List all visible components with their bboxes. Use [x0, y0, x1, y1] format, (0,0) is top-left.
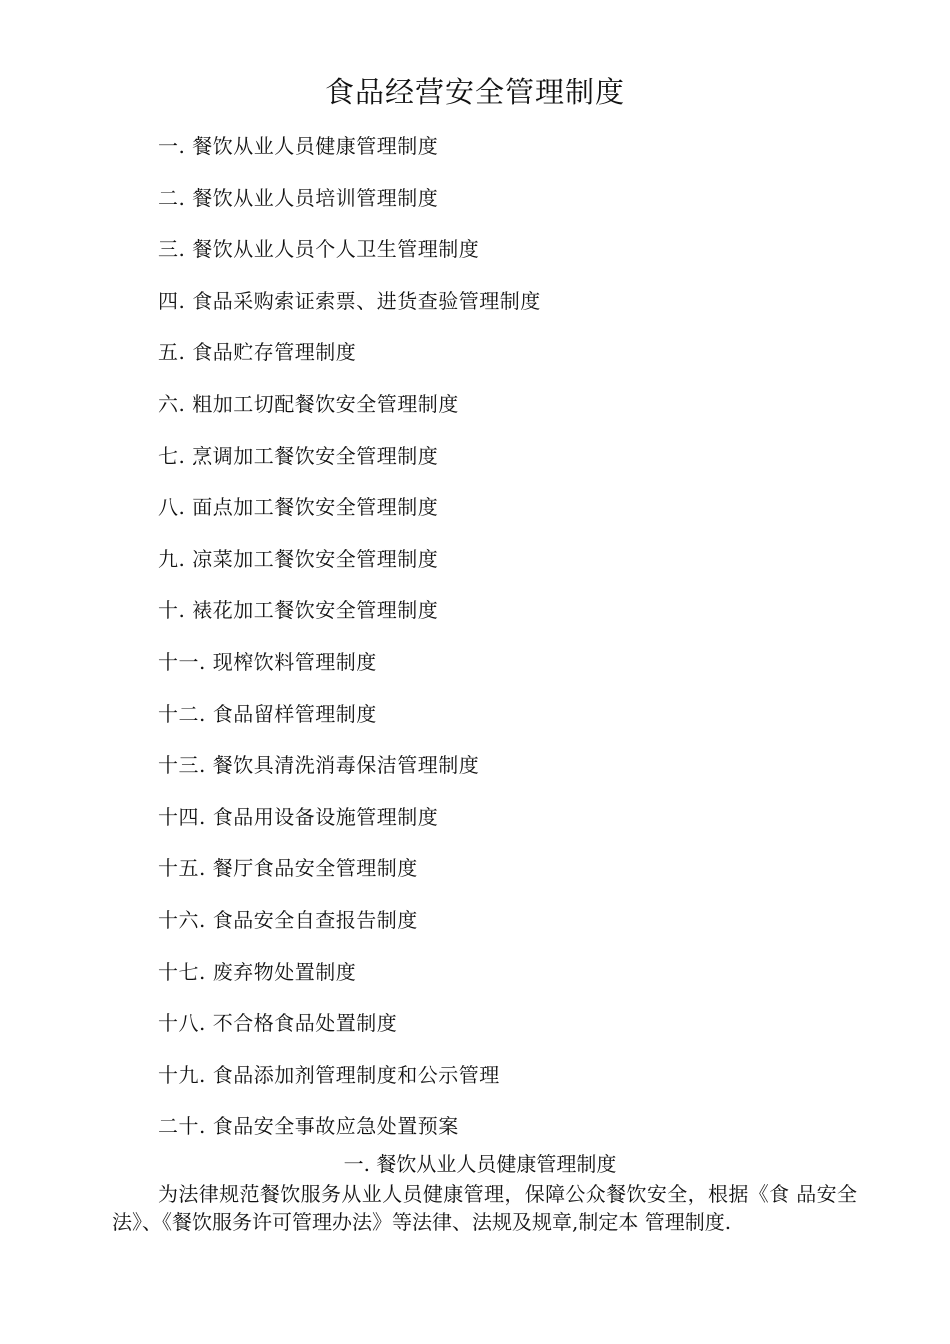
toc-item: 十五. 餐厅食品安全管理制度 [158, 856, 418, 881]
toc-item: 一. 餐饮从业人员健康管理制度 [158, 134, 439, 158]
toc-item: 二十. 食品安全事故应急处置预案 [158, 1114, 459, 1139]
toc-item: 十八. 不合格食品处置制度 [158, 1011, 398, 1036]
toc-item: 九. 凉菜加工餐饮安全管理制度 [158, 546, 439, 571]
toc-item: 十一. 现榨饮料管理制度 [158, 649, 377, 674]
toc-item: 十七. 废弃物处置制度 [158, 959, 357, 984]
toc-item: 四. 食品采购索证索票、进货查验管理制度 [158, 288, 541, 313]
section-heading: 一. 餐饮从业人员健康管理制度 [343, 1152, 617, 1176]
toc-item: 十九. 食品添加剂管理制度和公示管理 [158, 1062, 500, 1087]
toc-item: 三. 餐饮从业人员个人卫生管理制度 [158, 237, 480, 262]
toc-item: 六. 粗加工切配餐饮安全管理制度 [158, 391, 459, 416]
toc-item: 八. 面点加工餐饮安全管理制度 [158, 495, 439, 520]
toc-item: 五. 食品贮存管理制度 [158, 340, 357, 365]
toc-item: 七. 烹调加工餐饮安全管理制度 [158, 443, 439, 468]
toc-item: 十. 裱花加工餐饮安全管理制度 [158, 598, 439, 623]
intro-paragraph: 为法律规范餐饮服务从业人员健康管理，保障公众餐饮安全，根据《食 品安全法》、《餐饮服务许可管理办法》等法律、法规及规章,制定本 管理制度. [112, 1182, 857, 1234]
toc-item: 十六. 食品安全自查报告制度 [158, 907, 418, 932]
toc-item: 十四. 食品用设备设施管理制度 [158, 804, 439, 829]
toc-item: 十二. 食品留样管理制度 [158, 701, 377, 726]
toc-item: 十三. 餐饮具清洗消毒保洁管理制度 [158, 753, 480, 778]
document-title: 食品经营安全管理制度 [324, 75, 625, 109]
toc-item: 二. 餐饮从业人员培训管理制度 [158, 185, 439, 210]
table-of-contents [158, 128, 541, 1160]
